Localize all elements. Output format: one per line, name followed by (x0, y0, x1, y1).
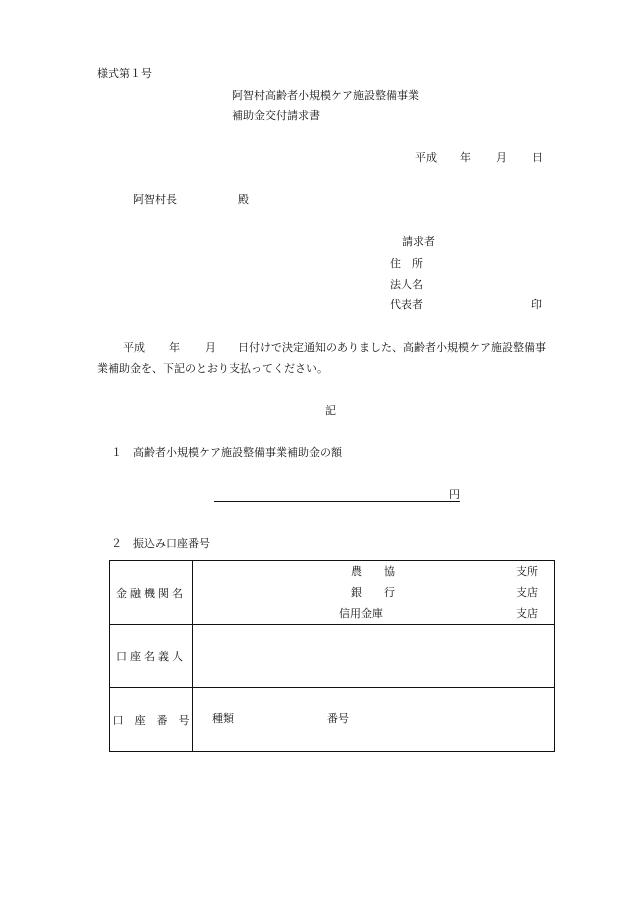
date-month: 月 (496, 151, 507, 164)
holder-cell (193, 625, 555, 688)
item-2-text: 振込み口座番号 (133, 537, 210, 550)
body-line-1-rest: 日付けで決定通知のありました、高齢者小規模ケア施設整備事 (238, 341, 546, 354)
amount-unit: 円 (449, 488, 460, 501)
institution-shinkin: 信用金庫 (339, 607, 383, 620)
holder-label: 口座名義人 (110, 625, 193, 688)
account-number-label: 口 座 番 号 (110, 688, 193, 752)
branch-shinkin: 支店 (516, 607, 538, 620)
account-number-cell (193, 688, 555, 752)
branch-nokyo: 支所 (516, 565, 538, 578)
branch-ginko: 支店 (516, 586, 538, 599)
ki-heading: 記 (325, 404, 336, 417)
title-line-2: 補助金交付請求書 (232, 109, 320, 122)
title-line-1: 阿智村高齢者小規模ケア施設整備事業 (232, 89, 419, 102)
body-month: 月 (205, 341, 216, 354)
date-era: 平成 (415, 151, 437, 164)
date-year: 年 (460, 151, 471, 164)
amount-underline (214, 501, 460, 502)
account-number-field-label: 番号 (327, 712, 349, 725)
body-line-2: 業補助金を、下記のとおり支払ってください。 (97, 362, 328, 375)
account-number-row (110, 688, 555, 752)
institution-label: 金融機関名 (110, 561, 193, 625)
account-type-label: 種類 (212, 712, 234, 725)
seal-mark: 印 (531, 298, 542, 311)
item-2-number: ２ (111, 537, 122, 550)
addressee-honorific: 殿 (238, 193, 249, 206)
body-era: 平成 (123, 341, 145, 354)
holder-row (110, 625, 555, 688)
institution-ginko: 銀 行 (351, 586, 395, 599)
institution-nokyo: 農 協 (351, 565, 395, 578)
form-number: 様式第１号 (97, 67, 152, 80)
institution-cell (193, 561, 555, 625)
body-year: 年 (169, 341, 180, 354)
requester-corp-name: 法人名 (390, 278, 423, 291)
requester-label: 請求者 (402, 235, 435, 248)
institution-row (110, 561, 555, 625)
requester-address: 住 所 (390, 257, 423, 270)
bank-account-table (109, 560, 555, 752)
date-day: 日 (532, 151, 543, 164)
item-1-number: １ (111, 446, 122, 459)
requester-representative: 代表者 (390, 298, 423, 311)
addressee-name: 阿智村長 (133, 193, 177, 206)
item-1-text: 高齢者小規模ケア施設整備事業補助金の額 (133, 446, 342, 459)
